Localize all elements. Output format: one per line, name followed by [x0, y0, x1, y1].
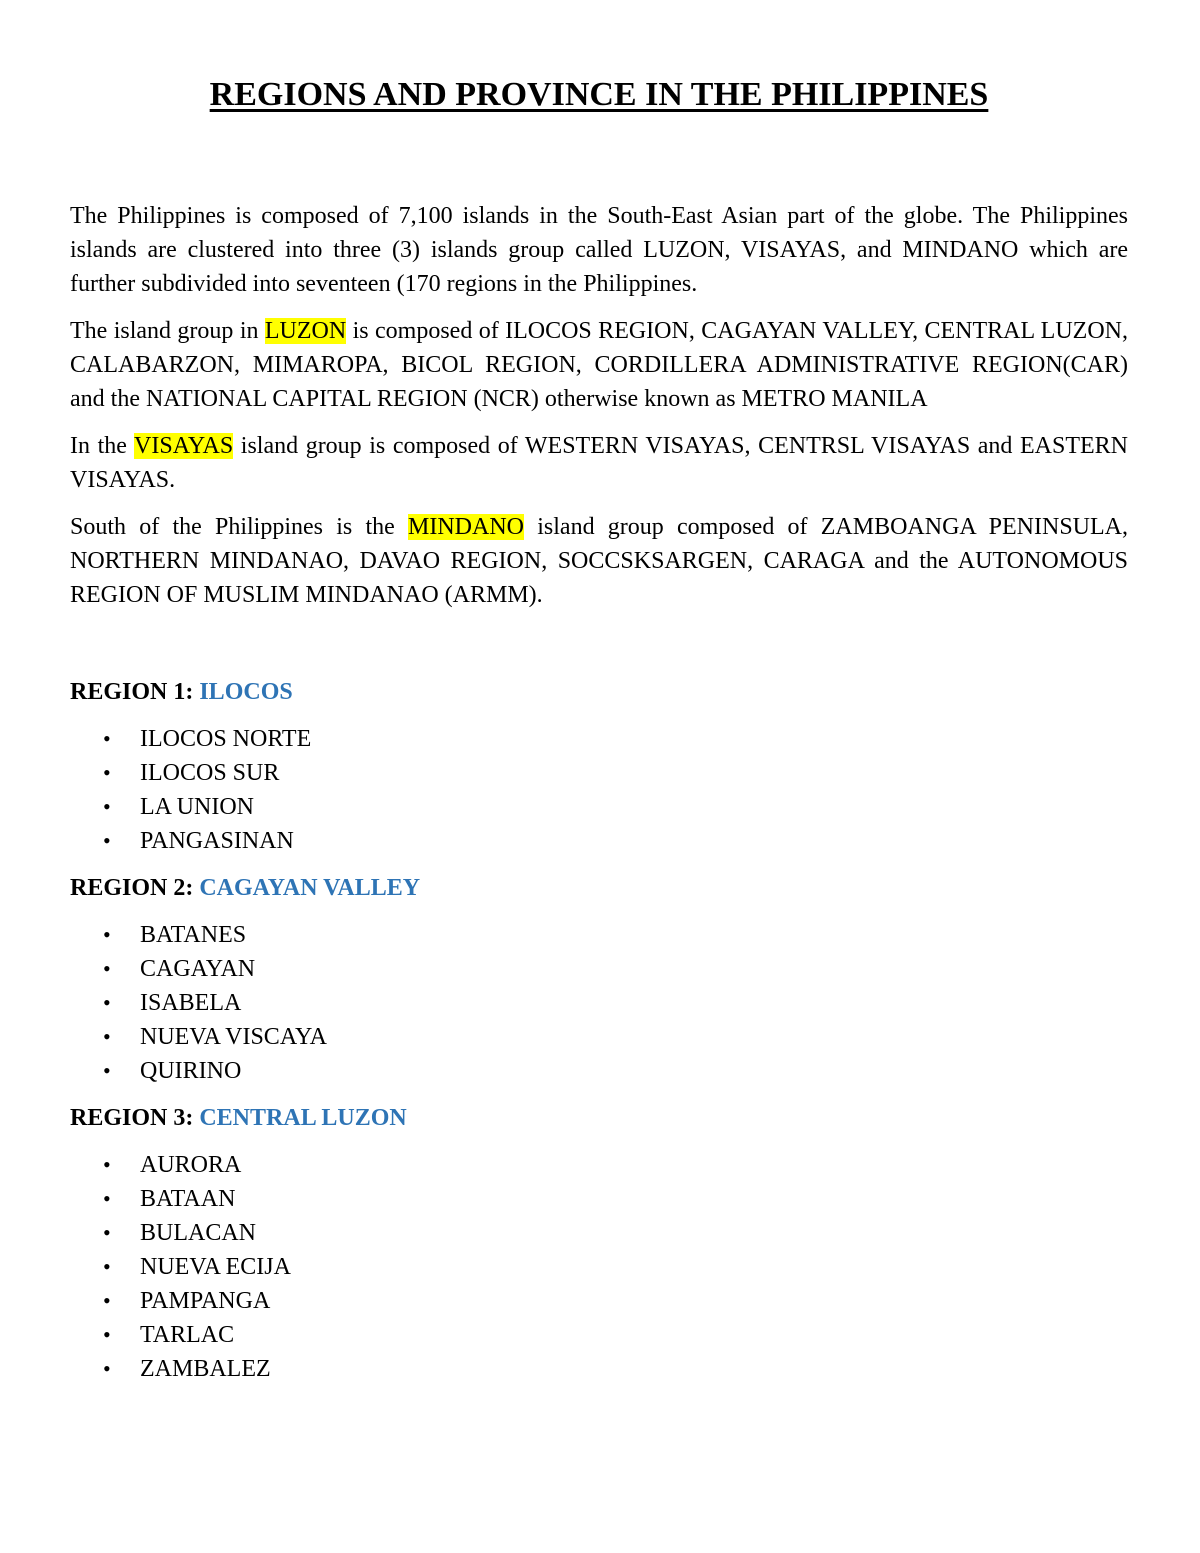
province-item: [70, 1284, 1128, 1318]
province-name: CAGAYAN: [140, 956, 256, 982]
province-name: PAMPANGA: [140, 1288, 271, 1314]
province-list: [70, 918, 1128, 1088]
province-item: [70, 1352, 1128, 1386]
luzon-paragraph-body: is composed of ILOCOS REGION, CAGAYAN VALLEY, CENTRAL LUZON, CALABARZON, MIMAROPA, BICOL REGION, CORDILLERA ADMINISTRATIVE REGION(CAR) and the NATIONAL CAPITAL REGION (NCR) otherwise known as METRO MANILA: [70, 318, 1128, 412]
province-name: AURORA: [140, 1152, 242, 1178]
luzon-paragraph-lead: The island group in: [70, 318, 265, 344]
bullet-icon: •: [103, 794, 111, 819]
visayas-highlight: VISAYAS: [134, 433, 234, 459]
intro-paragraph: The Philippines is composed of 7,100 islands in the South-East Asian part of the globe. The Philippines islands are clustered into three (3) islands group called LUZON, VISAYAS, and MINDANO which are further subdivided into seventeen (170 regions in the Philippines.: [70, 203, 1128, 297]
bullet-icon: •: [103, 828, 111, 853]
province-item: [70, 1250, 1128, 1284]
bullet-icon: •: [103, 726, 111, 751]
region-name: CAGAYAN VALLEY: [199, 875, 421, 901]
province-name: BATANES: [140, 922, 247, 948]
document-title: REGIONS AND PROVINCE IN THE PHILIPPINES: [209, 76, 989, 113]
mindanao-paragraph-body: island group composed of ZAMBOANGA PENINSULA, NORTHERN MINDANAO, DAVAO REGION, SOCCSKSARGEN, CARAGA and the AUTONOMOUS REGION OF MUSLIM MINDANAO (ARMM).: [70, 514, 1128, 608]
luzon-highlight: LUZON: [264, 318, 347, 344]
mindanao-paragraph-lead: South of the Philippines is the: [70, 514, 409, 540]
province-item: [70, 824, 1128, 858]
visayas-paragraph-body: island group is composed of WESTERN VISAYAS, CENTRSL VISAYAS and EASTERN VISAYAS.: [70, 433, 1128, 493]
region-heading: [70, 675, 1128, 709]
province-item: [70, 1054, 1128, 1088]
province-name: ISABELA: [140, 990, 242, 1016]
visayas-paragraph: [70, 429, 1128, 497]
mindanao-paragraph: [70, 510, 1128, 612]
province-name: NUEVA VISCAYA: [140, 1024, 327, 1050]
bullet-icon: •: [103, 1254, 111, 1279]
province-name: LA UNION: [140, 794, 254, 820]
bullet-icon: •: [103, 956, 111, 981]
region-heading: [70, 1101, 1128, 1135]
bullet-icon: •: [103, 1288, 111, 1313]
province-item: [70, 756, 1128, 790]
province-list: [70, 722, 1128, 858]
region-label: REGION 2:: [70, 875, 200, 901]
bullet-icon: •: [103, 1186, 111, 1211]
bullet-icon: •: [103, 990, 111, 1015]
visayas-paragraph-lead: In the: [70, 433, 135, 459]
luzon-paragraph: [70, 314, 1128, 416]
bullet-icon: •: [103, 1356, 111, 1381]
province-item: [70, 1020, 1128, 1054]
bullet-icon: •: [103, 922, 111, 947]
province-name: BULACAN: [140, 1220, 257, 1246]
region-name: ILOCOS: [199, 679, 293, 705]
province-name: BATAAN: [140, 1186, 236, 1212]
bullet-icon: •: [103, 1152, 111, 1177]
province-name: PANGASINAN: [140, 828, 294, 854]
mindanao-highlight: MINDANO: [408, 514, 525, 540]
province-list: [70, 1148, 1128, 1386]
province-name: ZAMBALEZ: [140, 1356, 271, 1382]
province-item: [70, 1148, 1128, 1182]
province-item: [70, 1318, 1128, 1352]
province-item: [70, 952, 1128, 986]
region-heading: [70, 871, 1128, 905]
province-name: NUEVA ECIJA: [140, 1254, 291, 1280]
bullet-icon: •: [103, 760, 111, 785]
province-name: QUIRINO: [140, 1058, 242, 1084]
region-label: REGION 1:: [70, 679, 200, 705]
province-item: [70, 1182, 1128, 1216]
province-name: ILOCOS SUR: [140, 760, 280, 786]
region-name: CENTRAL LUZON: [199, 1105, 407, 1131]
province-item: [70, 1216, 1128, 1250]
province-item: [70, 986, 1128, 1020]
bullet-icon: •: [103, 1058, 111, 1083]
section-spacer: [70, 625, 1128, 675]
bullet-icon: •: [103, 1024, 111, 1049]
province-item: [70, 918, 1128, 952]
province-item: [70, 790, 1128, 824]
province-name: ILOCOS NORTE: [140, 726, 312, 752]
region-label: REGION 3:: [70, 1105, 200, 1131]
bullet-icon: •: [103, 1220, 111, 1245]
province-item: [70, 722, 1128, 756]
province-name: TARLAC: [140, 1322, 235, 1348]
bullet-icon: •: [103, 1322, 111, 1347]
